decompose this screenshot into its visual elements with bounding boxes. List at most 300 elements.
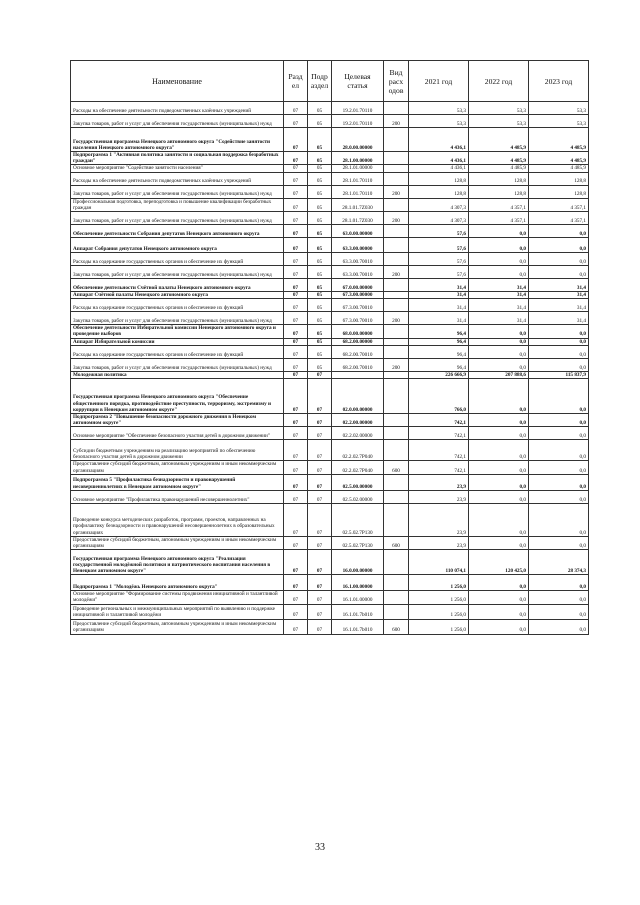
cell-expense-type (384, 414, 409, 427)
cell-expense-type (384, 238, 409, 253)
cell-target-article: 63.3.00.00000 (332, 238, 384, 253)
table-row (71, 461, 589, 474)
cell-2023: 0,0 (529, 238, 589, 253)
cell-section: 07 (284, 128, 308, 152)
cell-2021: 742,1 (409, 414, 469, 427)
cell-2023: 0,0 (529, 536, 589, 549)
cell-2021: 96,4 (409, 325, 469, 338)
cell-name: Расходы на содержание государственных органов и обеспечение их функций (71, 345, 284, 358)
cell-name: Основное мероприятие "Формирование системы продвижения инициативной и талантливой молодёжи" (71, 591, 284, 604)
cell-2021: 128,8 (409, 172, 469, 185)
cell-expense-type (384, 550, 409, 575)
cell-target-article: 68.0.00.00000 (332, 325, 384, 338)
cell-2022: 0,0 (469, 238, 529, 253)
col-header-name: Наименование (71, 61, 284, 102)
cell-target-article: 67.0.00.00000 (332, 279, 384, 292)
cell-2021: 742,1 (409, 440, 469, 461)
cell-subsection: 05 (308, 358, 332, 371)
cell-2021: 31,4 (409, 312, 469, 325)
cell-name: Обеспечение деятельности Собрания депутатов Ненецкого автономного округа (71, 225, 284, 238)
cell-subsection: 05 (308, 128, 332, 152)
cell-2021: 1 256,0 (409, 575, 469, 591)
table-row (71, 379, 589, 414)
cell-2023: 128,8 (529, 172, 589, 185)
table-row (71, 358, 589, 371)
cell-2021: 53,3 (409, 102, 469, 115)
cell-expense-type (384, 225, 409, 238)
cell-name: Предоставление субсидий бюджетным, автономным учреждениям и иным некоммерческим организациям (71, 536, 284, 549)
cell-section: 07 (284, 165, 308, 172)
cell-target-article: 28.1.01.70110 (332, 185, 384, 198)
cell-section: 07 (284, 212, 308, 225)
cell-subsection: 05 (308, 115, 332, 128)
cell-expense-type (384, 172, 409, 185)
col-header-expense-type: Вид расх одов (384, 61, 409, 102)
cell-subsection: 07 (308, 591, 332, 604)
cell-2022: 0,0 (469, 345, 529, 358)
cell-2023: 0,0 (529, 474, 589, 490)
cell-target-article: 63.3.00.70010 (332, 266, 384, 279)
cell-2022: 207 888,6 (469, 371, 529, 378)
cell-subsection: 07 (308, 474, 332, 490)
cell-2022: 0,0 (469, 536, 529, 549)
cell-section: 07 (284, 371, 308, 378)
cell-subsection: 07 (308, 550, 332, 575)
cell-expense-type: 200 (384, 266, 409, 279)
cell-section: 07 (284, 238, 308, 253)
cell-2022: 0,0 (469, 490, 529, 503)
cell-target-article: 68.2.00.70010 (332, 358, 384, 371)
cell-2022: 0,0 (469, 225, 529, 238)
table-row (71, 299, 589, 312)
cell-expense-type (384, 440, 409, 461)
cell-section: 07 (284, 185, 308, 198)
cell-subsection: 07 (308, 371, 332, 378)
cell-2022: 128,8 (469, 172, 529, 185)
cell-expense-type: 200 (384, 212, 409, 225)
cell-target-article: 67.3.00.70010 (332, 312, 384, 325)
cell-2021: 31,4 (409, 299, 469, 312)
cell-2023: 0,0 (529, 379, 589, 414)
table-row (71, 536, 589, 549)
budget-table (70, 60, 589, 635)
cell-2021: 96,4 (409, 358, 469, 371)
cell-target-article: 63.0.00.00000 (332, 225, 384, 238)
cell-name: Обеспечение деятельности Избирательной комиссии Ненецкого автономного округа и проведение выборов (71, 325, 284, 338)
cell-2023: 4 485,9 (529, 165, 589, 172)
cell-section: 07 (284, 536, 308, 549)
table-row (71, 490, 589, 503)
table-row (71, 238, 589, 253)
cell-section: 07 (284, 440, 308, 461)
cell-name: Проведение конкурса методических разработок, программ, проектов, направленных на профилактику безнадзорности и правонарушений несовершеннолетних в образовательных организациях (71, 503, 284, 536)
table-row (71, 279, 589, 292)
cell-name: Основное мероприятие "Обеспечение безопасного участия детей в дорожном движении" (71, 427, 284, 440)
table-row (71, 312, 589, 325)
cell-name: Закупка товаров, работ и услуг для обеспечения государственных (муниципальных) нужд (71, 266, 284, 279)
cell-section: 07 (284, 279, 308, 292)
cell-expense-type (384, 503, 409, 536)
cell-2023: 0,0 (529, 427, 589, 440)
cell-subsection: 07 (308, 575, 332, 591)
cell-target-article: 02.5.00.00000 (332, 474, 384, 490)
cell-subsection: 05 (308, 266, 332, 279)
cell-name: Государственная программа Ненецкого автономного округа "Реализация государственной молодёжной политики и патриотического воспитания населения в Ненецком автономном округе" (71, 550, 284, 575)
cell-expense-type: 200 (384, 115, 409, 128)
cell-target-article: 19.2.01.70110 (332, 102, 384, 115)
cell-expense-type (384, 575, 409, 591)
cell-subsection: 07 (308, 414, 332, 427)
cell-expense-type (384, 152, 409, 165)
cell-subsection: 05 (308, 238, 332, 253)
cell-section: 07 (284, 619, 308, 634)
cell-section: 07 (284, 172, 308, 185)
cell-name: Подпрограмма 5 "Профилактика безнадзорности и правонарушений несовершеннолетних в Ненецком автономном округе" (71, 474, 284, 490)
cell-2021: 742,1 (409, 427, 469, 440)
cell-2021: 1 256,0 (409, 619, 469, 634)
cell-2021: 57,6 (409, 253, 469, 266)
cell-expense-type (384, 345, 409, 358)
cell-expense-type (384, 292, 409, 299)
cell-subsection: 07 (308, 503, 332, 536)
table-row (71, 474, 589, 490)
cell-2022: 0,0 (469, 427, 529, 440)
cell-expense-type (384, 279, 409, 292)
cell-2022: 0,0 (469, 253, 529, 266)
cell-target-article: 63.3.00.70010 (332, 253, 384, 266)
table-row (71, 115, 589, 128)
cell-subsection: 05 (308, 212, 332, 225)
cell-target-article: 28.1.01.7Z030 (332, 198, 384, 211)
cell-expense-type: 200 (384, 185, 409, 198)
cell-2022: 0,0 (469, 503, 529, 536)
table-header-row (71, 61, 589, 102)
table-row (71, 503, 589, 536)
page-number: 33 (315, 842, 325, 853)
cell-name: Подпрограмма 2 "Повышение безопасности дорожного движения в Ненецком автономном округе" (71, 414, 284, 427)
cell-target-article: 02.2.02.00000 (332, 427, 384, 440)
cell-2023: 53,3 (529, 102, 589, 115)
table-row (71, 345, 589, 358)
cell-expense-type (384, 379, 409, 414)
cell-section: 07 (284, 115, 308, 128)
cell-subsection: 07 (308, 461, 332, 474)
cell-subsection: 05 (308, 152, 332, 165)
cell-2022: 0,0 (469, 379, 529, 414)
table-row (71, 604, 589, 619)
cell-2023: 4 357,1 (529, 212, 589, 225)
cell-expense-type (384, 371, 409, 378)
cell-target-article: 68.2.00.00000 (332, 338, 384, 345)
cell-2022: 53,3 (469, 115, 529, 128)
cell-target-article: 16.1.01.7b010 (332, 619, 384, 634)
cell-section: 07 (284, 490, 308, 503)
cell-target-article: 67.3.00.70010 (332, 299, 384, 312)
cell-name: Закупка товаров, работ и услуг для обеспечения государственных (муниципальных) нужд (71, 312, 284, 325)
cell-expense-type (384, 299, 409, 312)
cell-target-article: 02.5.02.7P130 (332, 503, 384, 536)
cell-target-article: 16.1.01.7b010 (332, 604, 384, 619)
cell-expense-type (384, 591, 409, 604)
cell-expense-type (384, 338, 409, 345)
cell-section: 07 (284, 474, 308, 490)
cell-2022: 0,0 (469, 575, 529, 591)
budget-table-sheet (70, 60, 588, 635)
cell-section: 07 (284, 152, 308, 165)
cell-2023: 4 357,1 (529, 198, 589, 211)
table-row (71, 427, 589, 440)
cell-2022: 0,0 (469, 591, 529, 604)
cell-2022: 4 485,9 (469, 152, 529, 165)
cell-subsection: 07 (308, 440, 332, 461)
cell-2022: 0,0 (469, 414, 529, 427)
cell-2023: 0,0 (529, 414, 589, 427)
cell-subsection: 05 (308, 292, 332, 299)
cell-2023: 0,0 (529, 266, 589, 279)
cell-2022: 120 425,0 (469, 550, 529, 575)
table-row (71, 198, 589, 211)
cell-section: 07 (284, 427, 308, 440)
cell-2022: 31,4 (469, 292, 529, 299)
cell-2022: 0,0 (469, 604, 529, 619)
cell-section: 07 (284, 325, 308, 338)
cell-name: Закупка товаров, работ и услуг для обеспечения государственных (муниципальных) нужд (71, 212, 284, 225)
cell-expense-type (384, 604, 409, 619)
col-header-section: Разд ел (284, 61, 308, 102)
table-row (71, 575, 589, 591)
col-header-2022: 2022 год (469, 61, 529, 102)
cell-2021: 4 436,1 (409, 152, 469, 165)
cell-name: Предоставление субсидий бюджетным, автономным учреждениям и иным некоммерческим организациям (71, 461, 284, 474)
cell-2021: 766,0 (409, 379, 469, 414)
cell-section: 07 (284, 338, 308, 345)
table-row (71, 325, 589, 338)
cell-2021: 128,8 (409, 185, 469, 198)
cell-2021: 31,4 (409, 279, 469, 292)
table-row (71, 440, 589, 461)
cell-section: 07 (284, 102, 308, 115)
table-row (71, 172, 589, 185)
cell-2023: 0,0 (529, 503, 589, 536)
table-row (71, 414, 589, 427)
cell-2023: 4 485,9 (529, 152, 589, 165)
cell-target-article: 28.1.00.00000 (332, 152, 384, 165)
cell-2022: 0,0 (469, 325, 529, 338)
cell-expense-type (384, 490, 409, 503)
cell-expense-type: 600 (384, 619, 409, 634)
cell-target-article: 19.2.01.70110 (332, 115, 384, 128)
cell-2021: 226 666,9 (409, 371, 469, 378)
cell-expense-type: 600 (384, 536, 409, 549)
cell-subsection: 05 (308, 325, 332, 338)
cell-name: Подпрограмма 1 "Активная политика занятости и социальная поддержка безработных граждан" (71, 152, 284, 165)
cell-subsection: 05 (308, 185, 332, 198)
cell-2023: 28 374,3 (529, 550, 589, 575)
table-row (71, 266, 589, 279)
cell-target-article: 16.1.01.00000 (332, 591, 384, 604)
col-header-subsection: Подр аздел (308, 61, 332, 102)
cell-expense-type (384, 325, 409, 338)
cell-2021: 23,9 (409, 536, 469, 549)
cell-2022: 31,4 (469, 312, 529, 325)
cell-2023: 31,4 (529, 292, 589, 299)
cell-2021: 96,4 (409, 338, 469, 345)
cell-name: Аппарат Счётной палаты Ненецкого автономного округа (71, 292, 284, 299)
cell-section: 07 (284, 358, 308, 371)
cell-expense-type (384, 427, 409, 440)
cell-2021: 4 307,3 (409, 212, 469, 225)
cell-subsection: 05 (308, 225, 332, 238)
cell-2023: 128,8 (529, 185, 589, 198)
cell-2023: 0,0 (529, 490, 589, 503)
cell-2022: 4 357,1 (469, 212, 529, 225)
cell-name: Проведение региональных и межмуниципальных мероприятий по выявлению и поддержке инициативной и талантливой молодёжи (71, 604, 284, 619)
cell-expense-type: 200 (384, 312, 409, 325)
cell-name: Обеспечение деятельности Счётной палаты Ненецкого автономного округа (71, 279, 284, 292)
cell-section: 07 (284, 503, 308, 536)
table-row (71, 253, 589, 266)
cell-name: Закупка товаров, работ и услуг для обеспечения государственных (муниципальных) нужд (71, 185, 284, 198)
cell-name: Профессиональная подготовка, переподготовка и повышение квалификации безработных граждан (71, 198, 284, 211)
cell-section: 07 (284, 591, 308, 604)
cell-expense-type (384, 253, 409, 266)
cell-expense-type: 600 (384, 461, 409, 474)
cell-2022: 31,4 (469, 299, 529, 312)
cell-target-article: 16.0.00.00000 (332, 550, 384, 575)
cell-section: 07 (284, 461, 308, 474)
cell-2023: 115 837,9 (529, 371, 589, 378)
cell-section: 07 (284, 379, 308, 414)
table-row (71, 152, 589, 165)
cell-target-article: 28.1.01.70110 (332, 172, 384, 185)
table-row (71, 338, 589, 345)
cell-2021: 1 256,0 (409, 591, 469, 604)
cell-2022: 128,8 (469, 185, 529, 198)
cell-subsection: 05 (308, 279, 332, 292)
cell-subsection: 07 (308, 379, 332, 414)
cell-subsection: 07 (308, 536, 332, 549)
cell-target-article: 02.5.02.00000 (332, 490, 384, 503)
cell-subsection: 07 (308, 619, 332, 634)
cell-2023: 4 485,9 (529, 128, 589, 152)
cell-target-article: 02.2.00.00000 (332, 414, 384, 427)
cell-2022: 0,0 (469, 266, 529, 279)
cell-name: Расходы на обеспечение деятельности подведомственных казённых учреждений (71, 102, 284, 115)
table-row (71, 165, 589, 172)
cell-subsection: 05 (308, 253, 332, 266)
table-row (71, 550, 589, 575)
cell-target-article: 28.0.00.00000 (332, 128, 384, 152)
cell-2023: 0,0 (529, 225, 589, 238)
cell-2021: 4 436,1 (409, 128, 469, 152)
cell-subsection: 05 (308, 172, 332, 185)
cell-name: Расходы на содержание государственных органов и обеспечение их функций (71, 253, 284, 266)
cell-target-article: 68.2.00.70010 (332, 345, 384, 358)
cell-name: Основное мероприятие "Профилактика правонарушений несовершеннолетних" (71, 490, 284, 503)
cell-2022: 4 357,1 (469, 198, 529, 211)
cell-2022: 0,0 (469, 358, 529, 371)
cell-target-article: 16.1.00.00000 (332, 575, 384, 591)
cell-section: 07 (284, 550, 308, 575)
cell-2021: 57,6 (409, 238, 469, 253)
cell-subsection: 05 (308, 102, 332, 115)
cell-name: Молодежная политика (71, 371, 284, 378)
cell-name: Расходы на обеспечение деятельности подведомственных казённых учреждений (71, 172, 284, 185)
cell-expense-type (384, 102, 409, 115)
cell-expense-type (384, 128, 409, 152)
cell-2022: 0,0 (469, 619, 529, 634)
cell-name: Закупка товаров, работ и услуг для обеспечения государственных (муниципальных) нужд (71, 358, 284, 371)
cell-subsection: 07 (308, 427, 332, 440)
cell-target-article: 67.3.00.00000 (332, 292, 384, 299)
cell-target-article: 02.2.02.7P040 (332, 461, 384, 474)
cell-subsection: 07 (308, 490, 332, 503)
cell-2021: 742,1 (409, 461, 469, 474)
cell-name: Государственная программа Ненецкого автономного округа "Содействие занятости населения Ненецкого автономного округа" (71, 128, 284, 152)
cell-subsection: 05 (308, 312, 332, 325)
cell-2023: 0,0 (529, 461, 589, 474)
cell-2021: 31,4 (409, 292, 469, 299)
cell-2022: 0,0 (469, 461, 529, 474)
cell-name: Расходы на содержание государственных органов и обеспечение их функций (71, 299, 284, 312)
cell-2021: 57,6 (409, 225, 469, 238)
cell-section: 07 (284, 604, 308, 619)
cell-2022: 4 485,9 (469, 128, 529, 152)
cell-subsection: 07 (308, 604, 332, 619)
cell-expense-type: 200 (384, 358, 409, 371)
cell-section: 07 (284, 225, 308, 238)
cell-2023: 0,0 (529, 345, 589, 358)
cell-2022: 53,3 (469, 102, 529, 115)
col-header-2023: 2023 год (529, 61, 589, 102)
cell-name: Аппарат Собрания депутатов Ненецкого автономного округа (71, 238, 284, 253)
table-row (71, 128, 589, 152)
cell-subsection: 05 (308, 299, 332, 312)
cell-2023: 0,0 (529, 325, 589, 338)
cell-2021: 53,3 (409, 115, 469, 128)
cell-name: Основное мероприятие "Содействие занятости населения" (71, 165, 284, 172)
cell-2023: 53,3 (529, 115, 589, 128)
cell-2022: 0,0 (469, 338, 529, 345)
cell-name: Государственная программа Ненецкого автономного округа "Обеспечение общественного порядка, противодействие преступности, терроризму, экстремизму и коррупции в Ненецком автономном округе" (71, 379, 284, 414)
cell-2022: 31,4 (469, 279, 529, 292)
cell-2023: 0,0 (529, 440, 589, 461)
cell-target-article: 02.0.00.00000 (332, 379, 384, 414)
table-row (71, 292, 589, 299)
cell-name: Закупка товаров, работ и услуг для обеспечения государственных (муниципальных) нужд (71, 115, 284, 128)
cell-subsection: 05 (308, 345, 332, 358)
cell-2023: 0,0 (529, 338, 589, 345)
cell-2021: 23,9 (409, 490, 469, 503)
table-row (71, 212, 589, 225)
cell-section: 07 (284, 575, 308, 591)
cell-section: 07 (284, 414, 308, 427)
cell-2022: 0,0 (469, 440, 529, 461)
table-row (71, 225, 589, 238)
cell-section: 07 (284, 345, 308, 358)
cell-2023: 0,0 (529, 358, 589, 371)
cell-2021: 96,4 (409, 345, 469, 358)
cell-section: 07 (284, 253, 308, 266)
table-row (71, 619, 589, 634)
cell-name: Предоставление субсидий бюджетным, автономным учреждениям и иным некоммерческим организациям (71, 619, 284, 634)
cell-2023: 0,0 (529, 253, 589, 266)
cell-expense-type (384, 474, 409, 490)
cell-subsection: 05 (308, 338, 332, 345)
cell-2021: 1 256,0 (409, 604, 469, 619)
cell-expense-type (384, 198, 409, 211)
cell-2023: 31,4 (529, 279, 589, 292)
